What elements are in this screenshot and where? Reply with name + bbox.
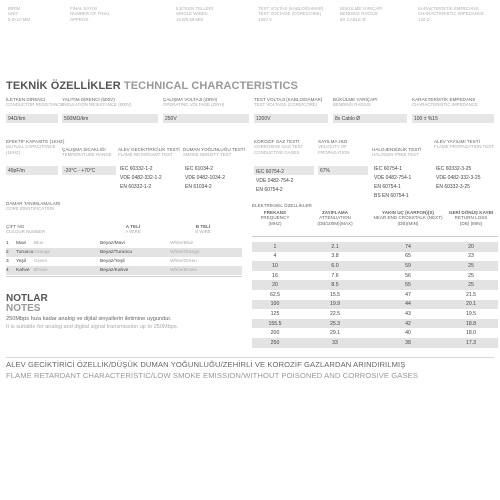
electrical-table — [252, 242, 498, 348]
spec-value: 8x Cablo Ø — [335, 116, 361, 122]
table-cell: 56 — [405, 272, 411, 279]
spec-conductor-resistance: İLETKEN DİRENCİ CONDUCTOR RESISTANCE — [6, 97, 64, 108]
table-cell: 1 — [252, 242, 298, 252]
table-cell: 125 — [270, 310, 280, 317]
header-next: YAKIN UÇ (KARFON)(S) NEAR END CROSSTALK (NEXT) (DB)(MIN) — [373, 210, 443, 226]
spec-halogen-free: HALOJENSİZLİK TESTİ HALOGEN FREE TEST — [372, 147, 422, 158]
core-header-b: B TELİ B WIRE — [195, 224, 211, 235]
spec-mutual-capacitance: EFEKTİF KAPASİTE (1KHZ) MUTUAL CAPACITANCE (1KHZ) — [6, 139, 65, 155]
table-cell: 3.8 — [331, 253, 339, 260]
notes-line-tr: 250Mbps hıza kadar analog ve dijital sinyallerin iletimine uygundur. — [6, 316, 172, 322]
table-row — [252, 300, 498, 310]
spec-test-voltage: TEST VOLTAJI (KABLO/DAMAR) TEST VOLTAGE (CORE/CORE) — [254, 97, 323, 108]
core-section-title: DAMAR TANIMLAMALARI CORE IDENTIFICATION — [6, 201, 61, 212]
table-row: 2 Turuncu Orange Beyaz/Turuncu White/Orange — [6, 248, 242, 257]
spec-standards-list: IEC 60332-3-25 VDE 0482-332-3-25 EN 60332-3-25 — [436, 166, 481, 190]
notes-title-en: NOTES — [6, 303, 41, 314]
table-cell: 40 — [405, 330, 411, 337]
spec-value: -20°C - +70°C — [64, 168, 96, 174]
divider — [252, 236, 498, 237]
table-cell: 19.5 — [465, 310, 477, 317]
faint-col-4: TEST VOLTAJI (KABLO/DAMAR) TEST VOLTAGE (CORE/CORE) 1500 V — [258, 6, 324, 22]
table-cell: 200 — [270, 330, 280, 337]
page-title-en: TECHNICAL CHARACTERISTICS — [123, 80, 298, 92]
footer-en: FLAME RETARDANT CHARACTERISTIC/LOW SMOKE EMISSION/WITHOUT POISONED AND CORROSIVE GASES — [6, 371, 418, 380]
table-cell: 4 — [273, 253, 277, 260]
spec-flame-propagation: ALEV YAYILIMI TESTİ FLAME PROPAGATION TEST — [434, 139, 494, 150]
table-cell: 33 — [298, 338, 372, 348]
page-title — [6, 80, 298, 92]
table-cell: 8.5 — [298, 280, 372, 290]
table-cell: 47 — [405, 291, 411, 298]
core-header-number: ÇİFT NO COLOUR NUMBER — [6, 224, 46, 235]
faint-col-6: KARAKTERİSTİK EMPEDANS CHARACTERISTIC IMPEDANCE 120 Ω — [418, 6, 484, 22]
table-cell: 16 — [272, 272, 278, 279]
spec-value: 100 ± %15 — [414, 116, 438, 122]
divider — [6, 357, 494, 358]
table-cell: 22.5 — [329, 310, 341, 317]
spec-value: 1200V — [256, 116, 271, 122]
table-row — [252, 319, 498, 329]
faint-col-5: BÜKÜLME YARIÇAPI BENDING RADIUS 8X CABLE Ø — [340, 6, 383, 22]
faint-col-3: İLETKEN TELLERİ SINGLE WIRES 10.8/0.58 MM — [176, 6, 214, 22]
electrical-header — [252, 210, 498, 236]
core-table — [6, 239, 242, 275]
table-cell: 25 — [444, 261, 498, 271]
spec-value: 49pF/m — [8, 168, 25, 174]
table-cell: 19.9 — [298, 300, 372, 310]
table-row: 4 Kahve Brown Beyaz/Kahve White/Brown — [6, 266, 242, 275]
table-cell: 2.1 — [298, 242, 372, 252]
table-cell: 7.6 — [331, 272, 339, 279]
table-cell: 42 — [372, 319, 444, 329]
table-cell: 29.1 — [329, 330, 341, 337]
faint-col-1: BİRİM UNIT 5.0×10 MM — [8, 6, 31, 22]
spec-value: 67% — [320, 168, 331, 174]
spec-insulation-resistance: YALITIM DİRENCİ (500V) INSULATION RESISTANCE (500V) — [62, 97, 132, 108]
table-cell: 6.0 — [298, 261, 372, 271]
page-title-tr: TEKNİK ÖZELLİKLER — [6, 80, 121, 92]
notes-line-en: It is suitable for analog and digital signal transmission up to 250Mbps. — [6, 324, 179, 330]
spec-value: 94Ω/km — [8, 116, 26, 122]
faint-col-2: FİNAL SAYISI NUMBER OF FINAL APPROX. — [70, 6, 111, 22]
table-cell: 155.5 — [252, 319, 298, 329]
table-cell: 21.5 — [465, 291, 477, 298]
table-row — [252, 242, 498, 252]
table-cell: 38 — [372, 338, 444, 348]
table-cell: 18.8 — [444, 319, 498, 329]
table-row — [252, 252, 498, 262]
table-cell: 65 — [405, 253, 411, 260]
table-row — [252, 309, 498, 319]
spec-standards-list: IEC 60754-2 VDE 0482-754-2 EN 60754-2 — [256, 169, 294, 193]
table-row — [252, 338, 498, 348]
table-row — [252, 328, 498, 338]
spec-standards-list: IEC 61034-2 VDE 0482-1034-2 EN 61034-2 — [185, 166, 226, 190]
spec-smoke-density: DUMAN YOĞUNLUĞU TESTİ SMOKE DENSITY TEST — [183, 147, 245, 158]
spec-corrosive-gas: KOROZİF GAZ TESTİ CORROSIVE GAS TEST CONDUCTIVE GASES — [254, 139, 304, 155]
divider — [6, 276, 242, 277]
table-cell: 18.0 — [465, 330, 477, 337]
table-cell: 25 — [468, 272, 474, 279]
table-cell: 15.5 — [329, 291, 341, 298]
spec-operating-voltage: ÇALIŞMA VOLTAJI (ZIRH) OPERATING VOLTAGE (ZIRH) — [163, 97, 225, 108]
table-cell: 25.3 — [298, 319, 372, 329]
table-cell: 20.1 — [444, 300, 498, 310]
table-cell: 20 — [252, 280, 298, 290]
faint-header — [8, 6, 492, 28]
electrical-table-body — [252, 242, 498, 348]
table-row: 1 Mavi Blue Beyaz/Mavi White/Blue — [6, 241, 194, 246]
footer-tr: ALEV GECİKTİRİCİ ÖZELLİK/DÜŞÜK DUMAN YOĞUNLUĞU/ZEHİRLİ VE KOROZİF GAZLARDAN ARINDIRILMIŞ — [6, 360, 406, 369]
spec-value: 500MΩ/km — [64, 116, 89, 122]
table-cell: 10 — [252, 261, 298, 271]
table-row — [252, 290, 498, 300]
table-cell: 100 — [252, 300, 298, 310]
electrical-section-title: ELEKTRİKSEL ÖZELLİKLER — [252, 203, 312, 208]
table-cell: 23 — [468, 253, 474, 260]
spec-bending-radius: BÜKÜLME YARIÇAPI BENDING RADIUS — [333, 97, 378, 108]
header-frequency: FREKANS FREQUENCY (MHZ) — [260, 210, 290, 226]
table-cell: 44 — [372, 300, 444, 310]
table-row — [252, 280, 498, 290]
header-attenuation: ZAYIFLAMA ATTENUATION (DB/100M)(MAX) — [317, 210, 353, 226]
spec-value: 250V — [165, 116, 177, 122]
table-row — [252, 271, 498, 281]
table-row — [252, 261, 498, 271]
table-cell: 25 — [444, 280, 498, 290]
notes-title-tr: NOTLAR — [6, 293, 48, 304]
header-return-loss: GERİ DÖNÜŞ KAYBI RETURN LOSS (DB) (MIN) — [448, 210, 494, 226]
table-cell: 17.3 — [444, 338, 498, 348]
core-header-a: A TELİ A WIRE — [125, 224, 141, 235]
table-cell: 43 — [405, 310, 411, 317]
table-cell: 74 — [372, 242, 444, 252]
table-cell: 250 — [252, 338, 298, 348]
table-row: 3 Yeşil Green Beyaz/Yeşil White/Green — [6, 259, 197, 264]
table-cell: 55 — [372, 280, 444, 290]
table-cell: 62.5 — [269, 291, 281, 298]
spec-standards-list: IEC 60754-1 VDE 0482-754-1 EN 60754-1 BS EN 60754-1 — [374, 166, 412, 199]
table-cell: 20 — [444, 242, 498, 252]
spec-flame-retardant: ALEV GECİKTİRİCİLİK TESTİ FLAME RETARDANT TEST — [118, 147, 180, 158]
spec-temperature-range: ÇALIŞMA SICAKLIĞI TEMPERATURE RANGE — [62, 147, 112, 158]
spec-characteristic-impedance: KARAKTERİSTİK EMPEDANS CHARACTERISTIC IMPEDANCE — [412, 97, 478, 108]
table-cell: 59 — [372, 261, 444, 271]
spec-standards-list: IEC 60332-1-2 VDE 0482-332-1-2 EN 60332-1-2 — [120, 166, 162, 190]
spec-velocity: SAYILMA HIZI VELOCITY OF PROPAGATION — [318, 139, 350, 155]
